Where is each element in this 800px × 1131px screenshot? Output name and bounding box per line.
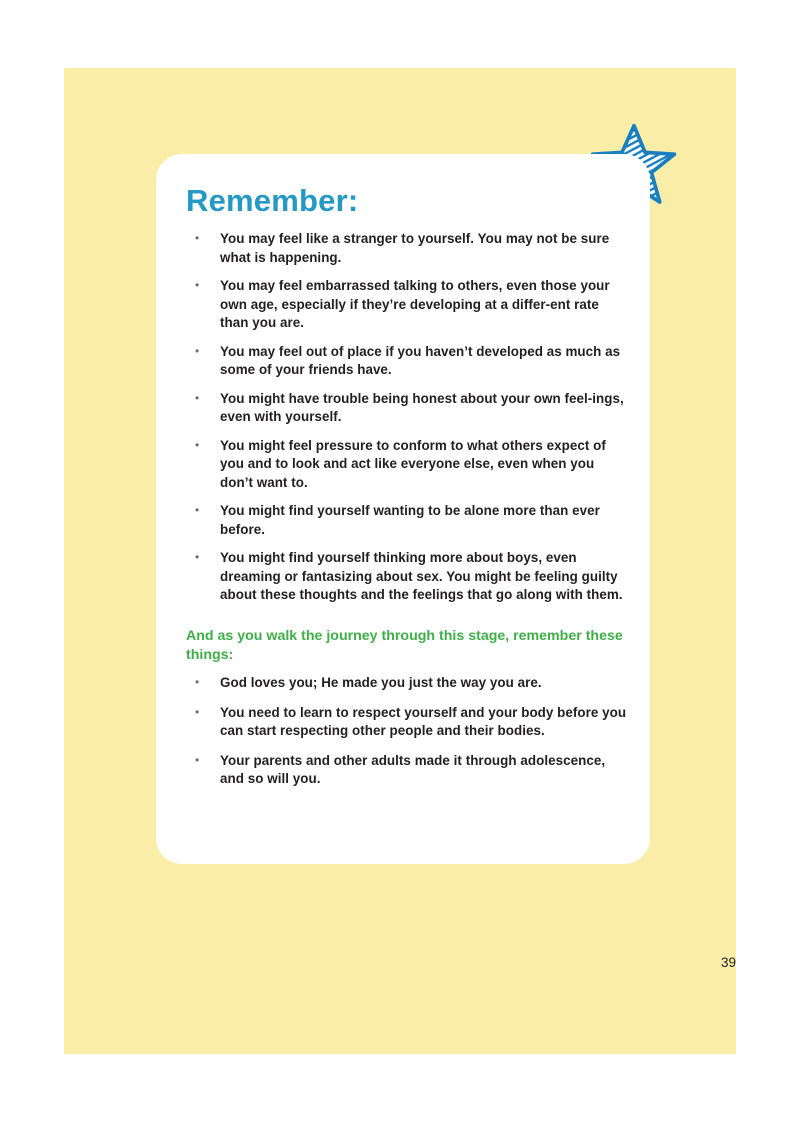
section-subheading: And as you walk the journey through this stage, remember these things: xyxy=(186,627,623,664)
list-item-text: You might feel pressure to conform to what others expect of you and to look and act like everyone else, even when you don’t want to. xyxy=(220,437,606,490)
list-item-text: You might find yourself thinking more about boys, even dreaming or fantasizing about sex. You might be feeling guilty about these thoughts and the feelings that go along with them. xyxy=(220,550,623,603)
bullet-dot-icon: • xyxy=(195,675,200,690)
list-item-text: You may feel embarrassed talking to others, even those your own age, especially if they’re developing at a differ-ent rate than you are. xyxy=(220,278,610,331)
list-item xyxy=(186,502,628,539)
bullet-dot-icon: • xyxy=(195,343,200,358)
list-item xyxy=(186,752,628,789)
bullet-dot-icon: • xyxy=(195,278,200,293)
list-item xyxy=(186,230,628,267)
list-item xyxy=(186,277,628,333)
bullet-dot-icon: • xyxy=(195,231,200,246)
list-item xyxy=(186,704,628,741)
page-title: Remember: xyxy=(186,183,359,218)
page-number: 39 xyxy=(720,955,736,970)
list-item xyxy=(186,437,628,493)
list-item-text: You may feel out of place if you haven’t developed as much as some of your friends have. xyxy=(220,343,621,378)
bullet-dot-icon: • xyxy=(195,390,200,405)
list-item xyxy=(186,674,628,693)
bullet-dot-icon: • xyxy=(195,437,200,452)
bullet-dot-icon: • xyxy=(195,503,200,518)
journey-bullet-list xyxy=(186,674,628,789)
remember-bullet-list xyxy=(186,230,628,605)
bullet-dot-icon: • xyxy=(195,704,200,719)
card-content xyxy=(186,184,628,846)
list-item-text: You might have trouble being honest about your own feel-ings, even with yourself. xyxy=(220,390,624,425)
list-item-text: You need to learn to respect yourself and your body before you can start respecting other people and their bodies. xyxy=(220,704,627,739)
remember-card xyxy=(156,154,650,864)
list-item-text: Your parents and other adults made it through adolescence, and so will you. xyxy=(220,752,606,787)
bullet-dot-icon: • xyxy=(195,752,200,767)
list-item-text: You might find yourself wanting to be alone more than ever before. xyxy=(220,503,600,537)
list-item xyxy=(186,549,628,605)
list-item xyxy=(186,343,628,380)
list-item-text: God loves you; He made you just the way you are. xyxy=(220,675,542,691)
list-item xyxy=(186,390,628,427)
list-item-text: You may feel like a stranger to yourself. You may not be sure what is happening. xyxy=(220,231,610,265)
bullet-dot-icon: • xyxy=(195,550,200,565)
